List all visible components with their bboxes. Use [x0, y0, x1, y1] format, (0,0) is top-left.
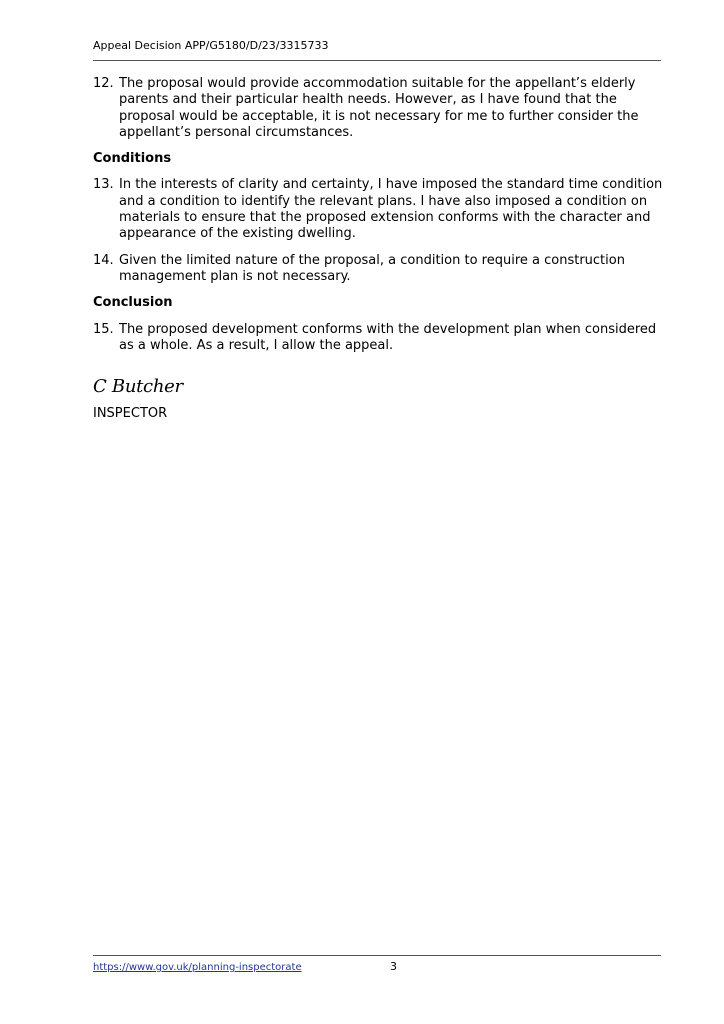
- paragraph-number: 15.: [93, 321, 114, 337]
- paragraph-number: 14.: [93, 252, 114, 268]
- paragraph-number: 12.: [93, 76, 114, 91]
- paragraph-text: The proposal would provide accommodation suitable for the appellant’s elderly parents and their particular health needs. However, as I have found that the proposal would be acceptable, it is not necessary for me to further consider the appellant’s personal circumstances.: [119, 76, 639, 140]
- paragraph-13: [93, 177, 665, 242]
- footer-divider: [93, 955, 661, 956]
- paragraph-number: 13.: [93, 177, 114, 193]
- signatory-title: INSPECTOR: [93, 406, 168, 422]
- paragraph-14: [93, 253, 665, 286]
- inspector-signature: C Butcher: [93, 376, 183, 398]
- header-divider: [93, 60, 661, 61]
- document-header: Appeal Decision APP/G5180/D/23/3315733: [93, 39, 329, 52]
- document-body: [93, 76, 665, 422]
- conclusion-heading: Conclusion: [93, 295, 173, 311]
- paragraph-12: [93, 76, 665, 141]
- page-number: 3: [390, 960, 397, 973]
- paragraph-text: Given the limited nature of the proposal, a condition to require a construction management plan is not necessary.: [119, 252, 625, 284]
- planning-inspectorate-link[interactable]: https://www.gov.uk/planning-inspectorate: [93, 962, 302, 973]
- paragraph-15: [93, 322, 665, 355]
- paragraph-text: In the interests of clarity and certainty, I have imposed the standard time condition and a condition to identify the relevant plans. I have also imposed a condition on materials to ensure that the proposed extension conforms with the character and appearance of the existing dwelling.: [119, 177, 663, 242]
- paragraph-text: The proposed development conforms with the development plan when considered as a whole. As a result, I allow the appeal.: [119, 321, 657, 353]
- conditions-heading: Conditions: [93, 151, 172, 167]
